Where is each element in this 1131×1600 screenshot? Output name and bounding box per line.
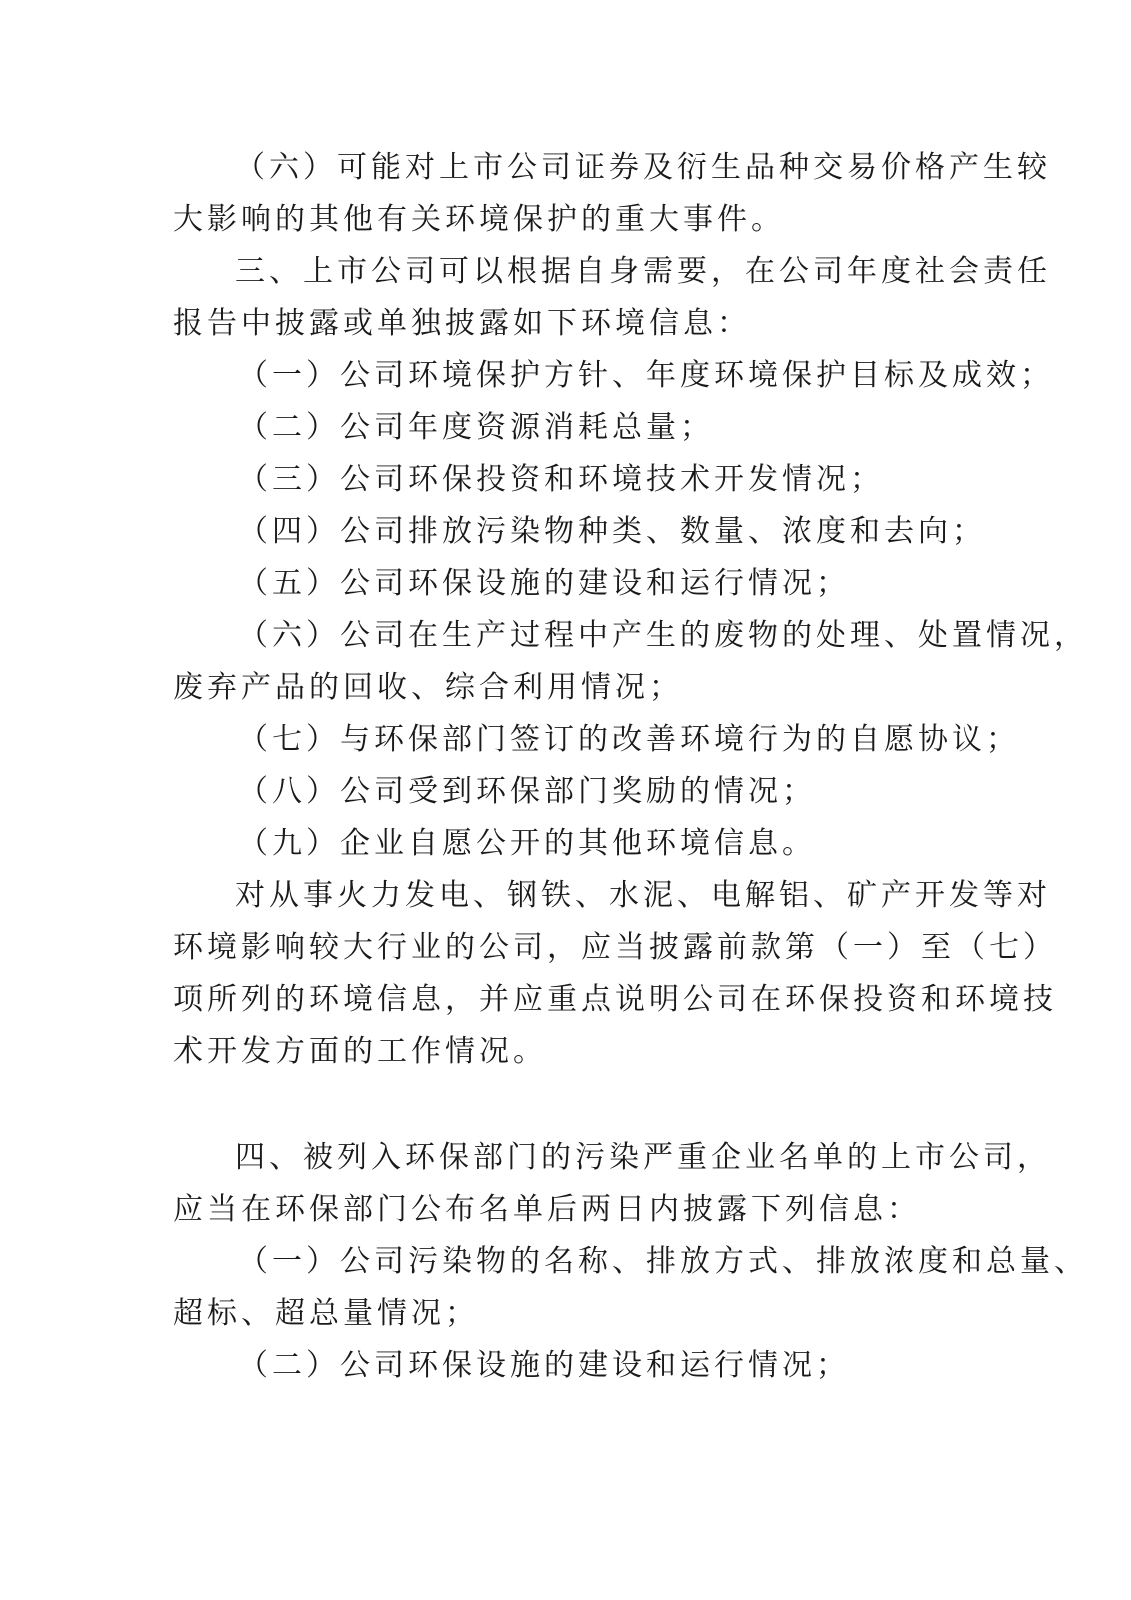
text-line: （八）公司受到环保部门奖励的情况； xyxy=(238,774,816,809)
text-line: 应当在环保部门公布名单后两日内披露下列信息： xyxy=(173,1192,921,1227)
text-line: 废弃产品的回收、综合利用情况； xyxy=(173,670,683,705)
text-line: 项所列的环境信息，并应重点说明公司在环保投资和环境技 xyxy=(173,982,1057,1017)
text-line: （七）与环保部门签订的改善环境行为的自愿协议； xyxy=(238,722,1020,757)
text-line: 三、上市公司可以根据自身需要，在公司年度社会责任 xyxy=(235,254,1051,289)
text-line: 报告中披露或单独披露如下环境信息： xyxy=(173,306,751,341)
text-line: （四）公司排放污染物种类、数量、浓度和去向； xyxy=(238,514,986,549)
text-line: 对从事火力发电、钢铁、水泥、电解铝、矿产开发等对 xyxy=(235,878,1051,913)
text-line: （五）公司环保设施的建设和运行情况； xyxy=(238,566,850,601)
text-line: （一）公司环境保护方针、年度环境保护目标及成效； xyxy=(238,358,1054,393)
text-line: （六）公司在生产过程中产生的废物的处理、处置情况， xyxy=(238,618,1088,653)
text-line: （二）公司环保设施的建设和运行情况； xyxy=(238,1348,850,1383)
text-line: 术开发方面的工作情况。 xyxy=(173,1034,547,1069)
text-line: （二）公司年度资源消耗总量； xyxy=(238,410,714,445)
text-line: 四、被列入环保部门的污染严重企业名单的上市公司， xyxy=(235,1140,1051,1175)
text-line: 大影响的其他有关环境保护的重大事件。 xyxy=(173,202,785,237)
text-line: 超标、超总量情况； xyxy=(173,1296,479,1331)
text-line: （六）可能对上市公司证券及衍生品种交易价格产生较 xyxy=(235,150,1051,185)
text-line: （三）公司环保投资和环境技术开发情况； xyxy=(238,462,884,497)
text-line: （九）企业自愿公开的其他环境信息。 xyxy=(238,826,816,861)
text-line: （一）公司污染物的名称、排放方式、排放浓度和总量、 xyxy=(238,1244,1088,1279)
text-line: 环境影响较大行业的公司，应当披露前款第（一）至（七） xyxy=(173,930,1057,965)
